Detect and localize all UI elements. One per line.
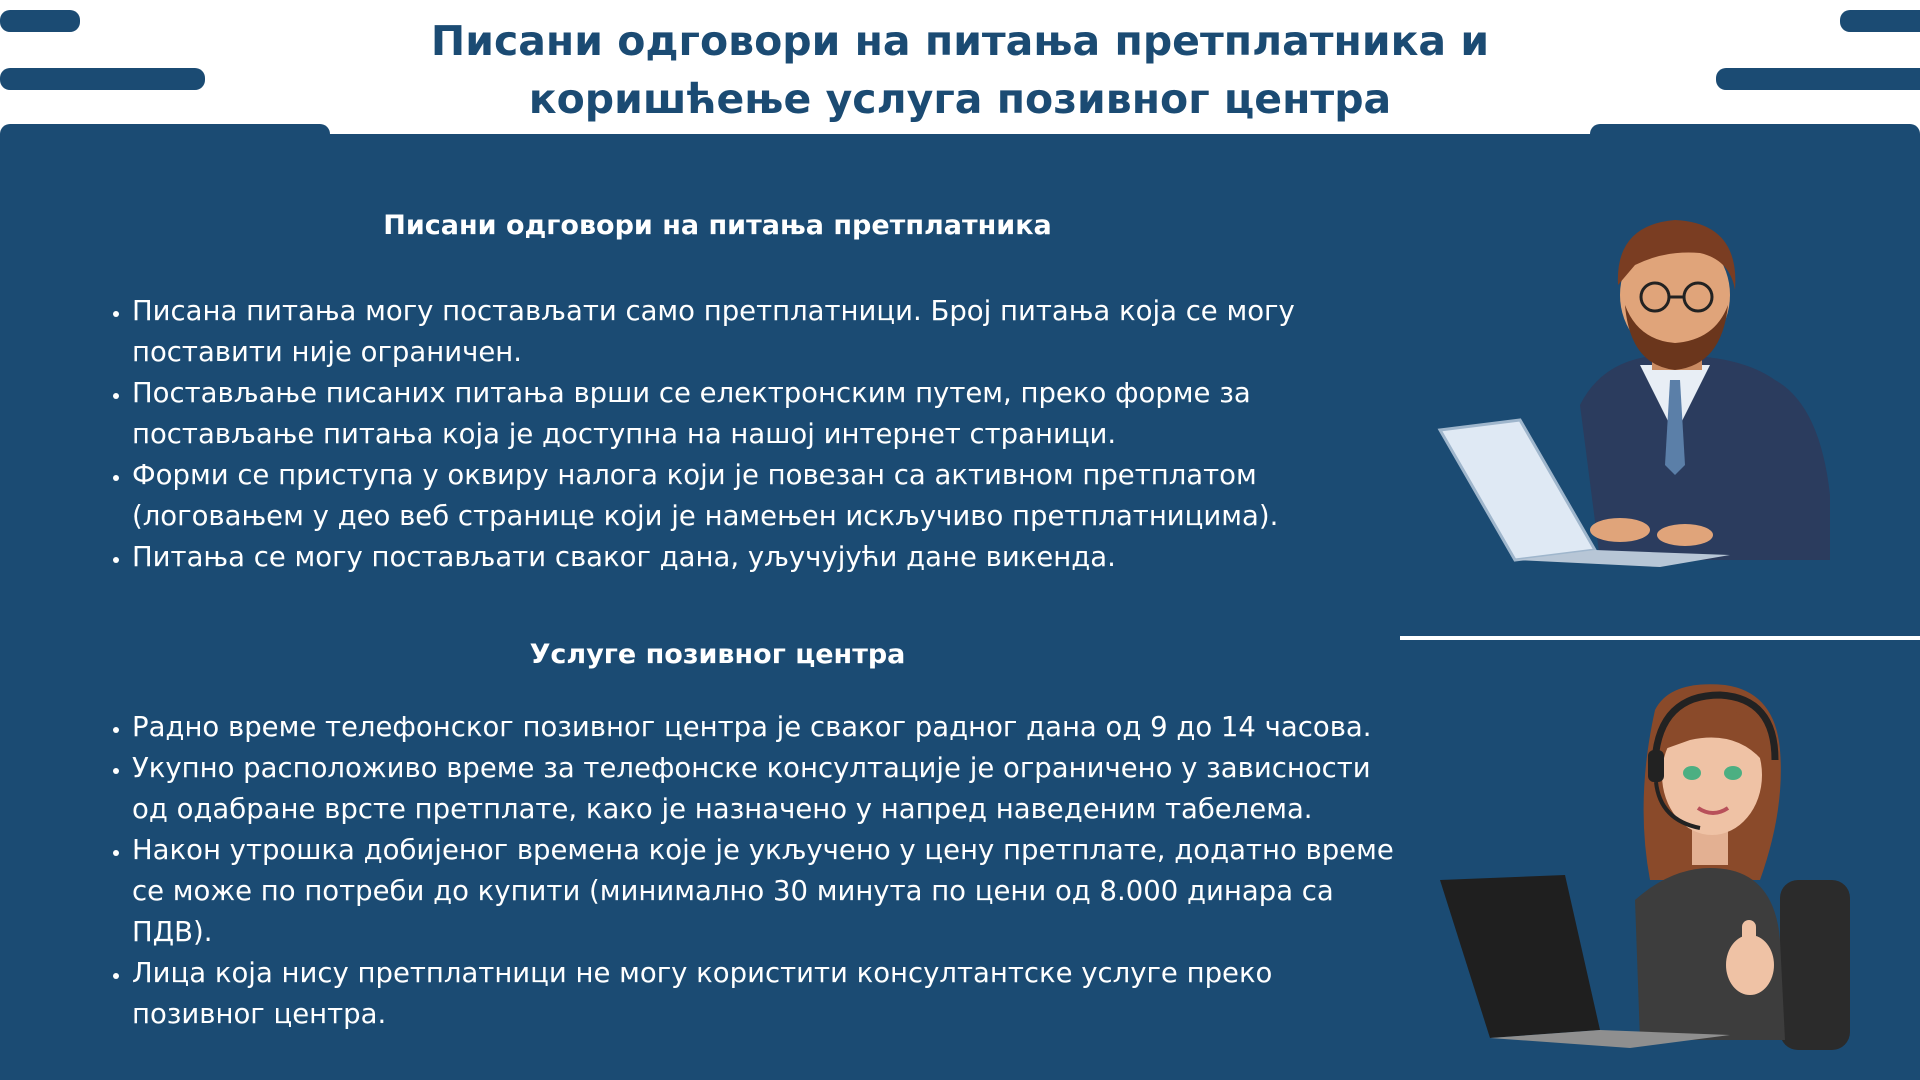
page-title-line-1: Писани одговори на питања претплатника и <box>430 17 1490 65</box>
list-item: • Питања се могу постављати сваког дана, уључујући дане викенда. <box>132 537 1412 578</box>
page-title <box>300 12 1620 128</box>
decor-stripe-right-top <box>1840 10 1920 32</box>
list-item: • Након утрошка добијеног времена које је укључено у цену претплате, додатно време се може по потреби до купити (минимално 30 минута по цени од 8.000 динара са ПДВ). <box>132 830 1412 953</box>
man-with-laptop-illustration <box>1430 205 1880 580</box>
decor-stripe-right-bottom <box>1716 68 1920 90</box>
section-heading-call-center: Услуге позивног центра <box>529 639 906 670</box>
section-divider <box>1400 636 1920 640</box>
list-item: • Укупно расположиво време за телефонске консултације је ограничено у зависности од одабране врсте претплате, како је назначено у напред наведеним табелема. <box>132 748 1412 830</box>
page-title-line-2: коришћење услуга позивног центра <box>528 75 1392 123</box>
decor-stripe-left-top <box>0 10 80 32</box>
section-heading-written-answers: Писани одговори на питања претплатника <box>383 210 1052 241</box>
list-item: • Форми се приступа у оквиру налога који је повезан са активном претплатом (логовањем у део веб странице који је намењен искључиво претплатницима). <box>132 455 1412 537</box>
list-item: • Радно време телефонског позивног центра је сваког радног дана од 9 до 14 часова. <box>132 707 1412 748</box>
call-center-list <box>100 707 1412 1035</box>
call-center-agent-illustration <box>1430 680 1880 1060</box>
list-item: • Писана питања могу постављати само претплатници. Број питања која се могу поставити није ограничен. <box>132 291 1412 373</box>
decor-stripe-left-bottom <box>0 68 205 90</box>
list-item: • Лица која нису претплатници не могу користити консултантске услуге преко позивног центра. <box>132 953 1412 1035</box>
written-answers-list <box>100 291 1412 578</box>
list-item: • Постављање писаних питања врши се електронским путем, преко форме за постављање питања која је доступна на нашој интернет страници. <box>132 373 1412 455</box>
